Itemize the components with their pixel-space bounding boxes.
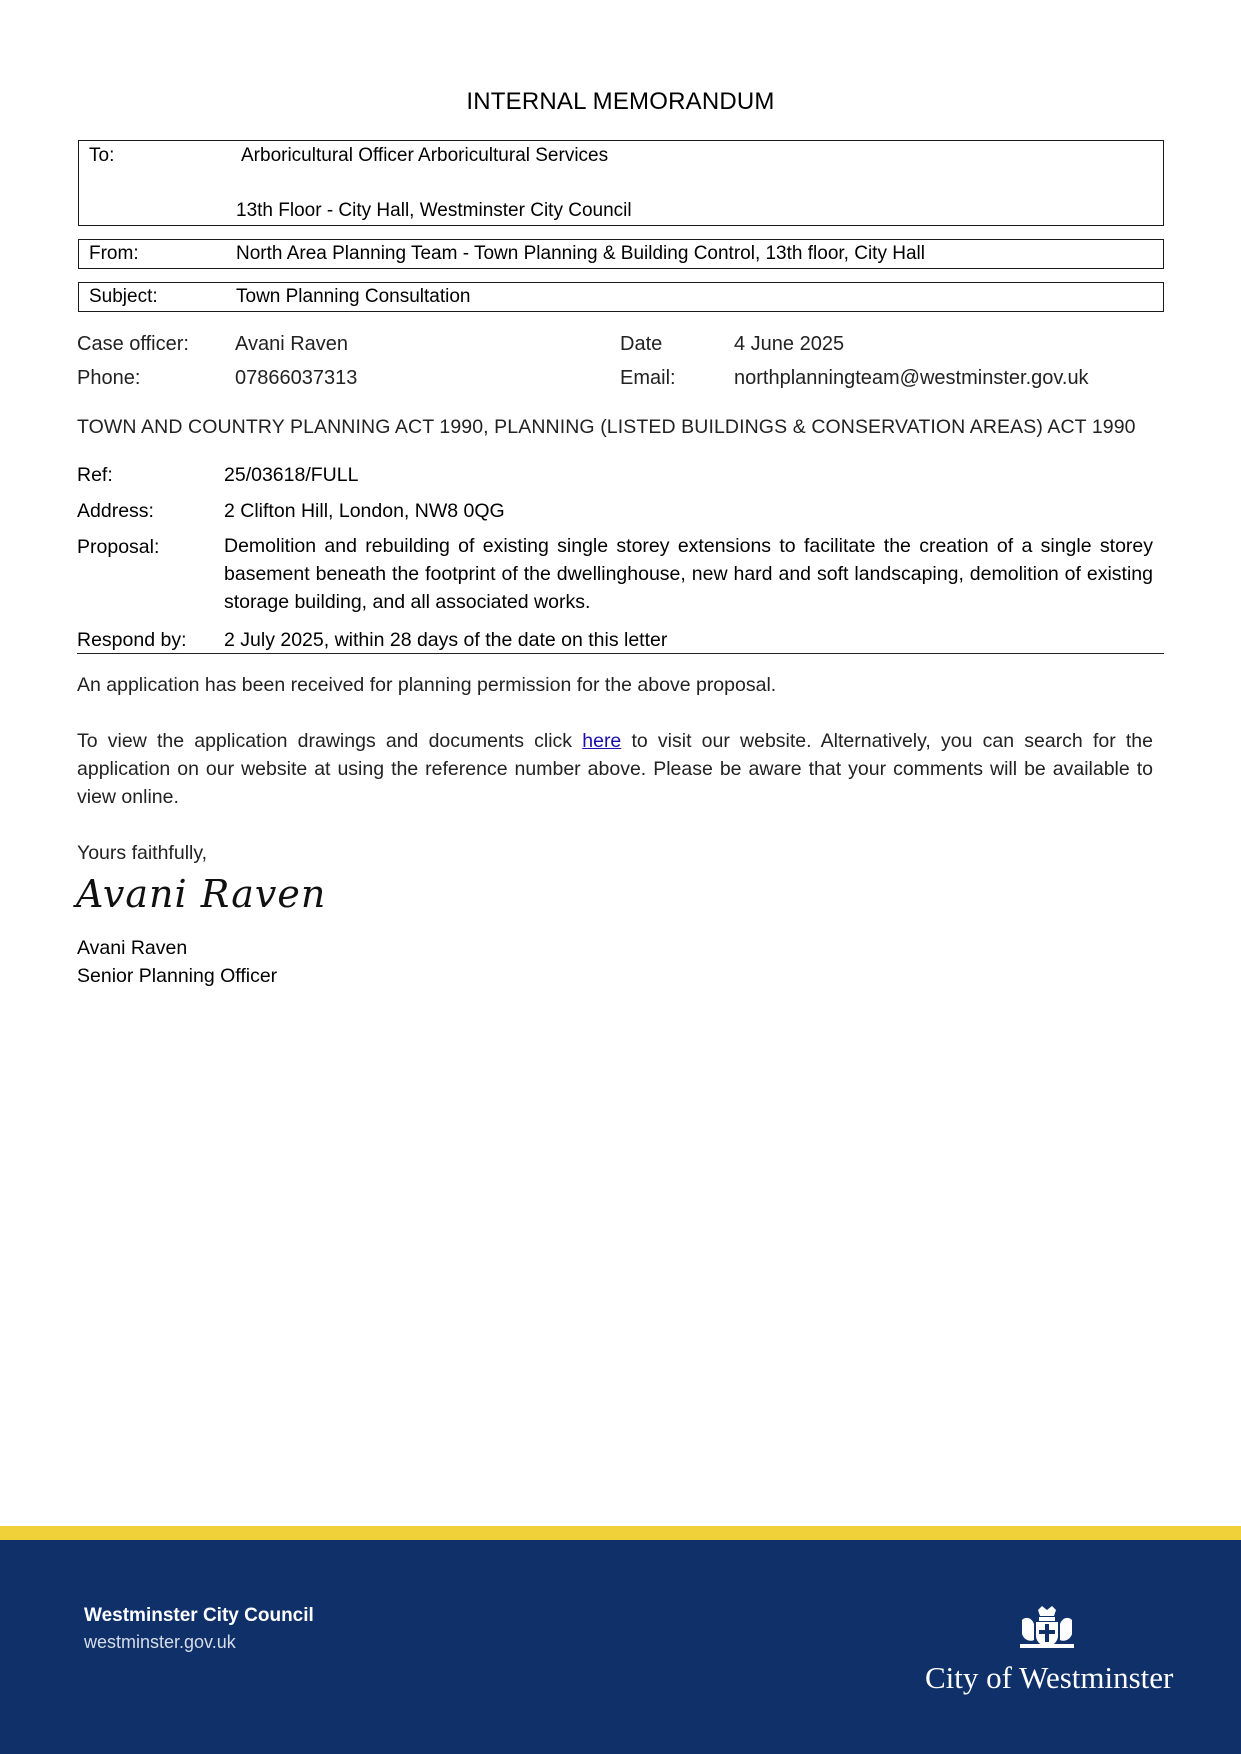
email-label: Email: — [620, 367, 676, 389]
footer-website[interactable]: westminster.gov.uk — [84, 1632, 236, 1652]
subject-label: Subject: — [89, 286, 158, 307]
respond-value: 2 July 2025, within 28 days of the date on this letter — [224, 629, 668, 651]
from-value: North Area Planning Team - Town Planning & Building Control, 13th floor, City Hall — [236, 243, 925, 264]
from-box — [78, 239, 1164, 269]
case-officer-value: Avani Raven — [235, 333, 349, 355]
to-box — [78, 140, 1164, 226]
proposal-label: Proposal: — [77, 536, 160, 558]
to-recipient: Arboricultural Officer Arboricultural Services — [241, 145, 609, 166]
signer-title: Senior Planning Officer — [77, 965, 278, 987]
phone-value: 07866037313 — [235, 367, 358, 389]
respond-label: Respond by: — [77, 629, 187, 651]
para2-text-after: to visit our website. Alternatively, you can search for the application on our website at using the reference number above. Please be aware that your comments will be available to view online. — [77, 730, 1153, 808]
to-label: To: — [89, 145, 115, 166]
para2-text-before: To view the application drawings and documents click — [77, 730, 583, 752]
ref-value: 25/03618/FULL — [224, 464, 359, 486]
legislation-line: TOWN AND COUNTRY PLANNING ACT 1990, PLANNING (LISTED BUILDINGS & CONSERVATION AREAS) ACT 1990 — [77, 416, 1136, 438]
address-label: Address: — [77, 500, 154, 522]
subject-value: Town Planning Consultation — [236, 286, 471, 307]
date-label: Date — [620, 333, 663, 355]
case-officer-label: Case officer: — [77, 333, 189, 355]
memo-title: INTERNAL MEMORANDUM — [466, 88, 775, 115]
to-location: 13th Floor - City Hall, Westminster City Council — [236, 200, 632, 221]
phone-label: Phone: — [77, 367, 141, 389]
signer-name: Avani Raven — [77, 937, 188, 959]
body-paragraph-2 — [77, 727, 1153, 811]
address-value: 2 Clifton Hill, London, NW8 0QG — [224, 500, 505, 522]
from-label: From: — [89, 243, 139, 264]
divider-line — [77, 653, 1164, 654]
subject-box — [78, 282, 1164, 312]
ref-label: Ref: — [77, 464, 113, 486]
footer-org-name: Westminster City Council — [84, 1605, 314, 1626]
handwritten-signature: Avani Raven — [76, 872, 327, 916]
coat-of-arms-icon — [1016, 1604, 1078, 1650]
date-value: 4 June 2025 — [734, 333, 845, 355]
proposal-value: Demolition and rebuilding of existing single storey extensions to facilitate the creation of a single storey basement beneath the footprint of the dwellinghouse, new hard and soft landscaping, demolition of existing storage building, and all associated works. — [224, 535, 1153, 613]
city-of-westminster-logo-text: City of Westminster — [925, 1660, 1174, 1695]
body-paragraph-1: An application has been received for planning permission for the above proposal. — [77, 674, 777, 696]
closing-line: Yours faithfully, — [77, 842, 208, 864]
website-link[interactable]: here — [582, 730, 622, 752]
footer-accent-stripe — [0, 1526, 1241, 1540]
email-value[interactable]: northplanningteam@westminster.gov.uk — [734, 367, 1089, 389]
